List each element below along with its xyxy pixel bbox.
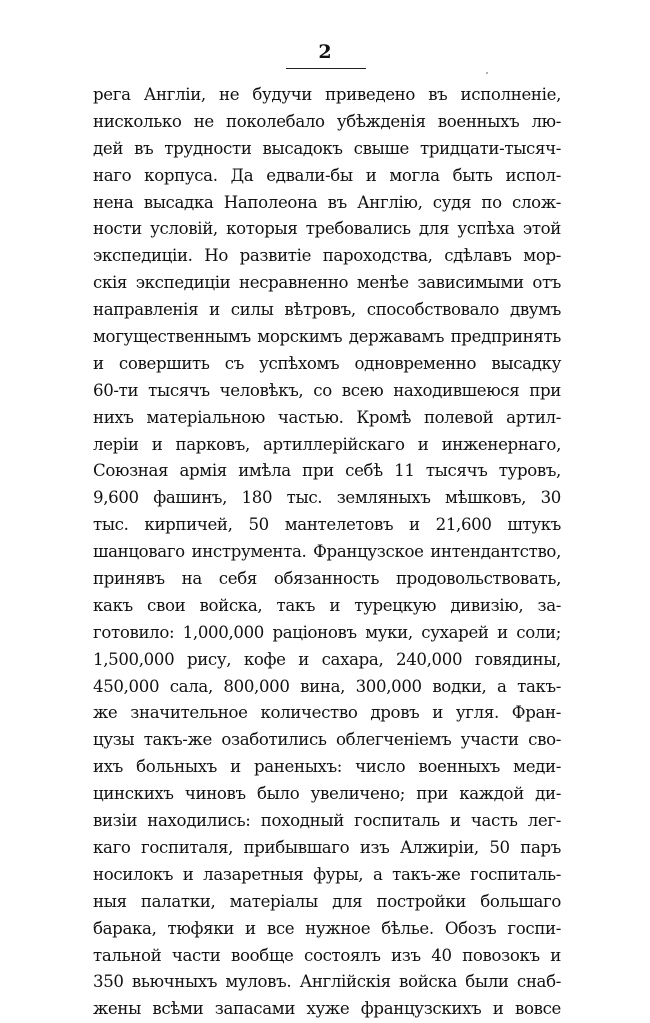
text-line: принявъ на себя обязанность продовольствовать,	[93, 569, 561, 589]
text-line: нисколько не поколебало убѣжденія военныхъ лю-	[93, 111, 561, 131]
text-line: жены всѣми запасами хуже французскихъ и вовсе	[93, 999, 561, 1019]
text-line: Союзная армія имѣла при себѣ 11 тысячъ туровъ,	[93, 461, 561, 481]
text-line: барака, тюфяки и все нужное бѣлье. Обозъ госпи-	[93, 918, 561, 938]
text-line: каго госпиталя, прибывшаго изъ Алжиріи, 50 паръ	[93, 837, 561, 857]
text-line: 9,600 фашинъ, 180 тыс. земляныхъ мѣшковъ, 30	[93, 488, 561, 508]
text-line: 450,000 сала, 800,000 вина, 300,000 водки, а такъ-	[93, 676, 561, 696]
header-rule	[286, 68, 366, 69]
text-line: дей въ трудности высадокъ свыше тридцати-тысяч-	[93, 138, 561, 158]
text-line: нихъ матеріальною частью. Кромѣ полевой артил-	[93, 407, 561, 427]
text-line: 1,500,000 рису, кофе и сахара, 240,000 говядины,	[93, 649, 561, 669]
text-line: какъ свои войска, такъ и турецкую дивизію, за-	[93, 595, 561, 615]
text-line: могущественнымъ морскимъ державамъ предпринять	[93, 327, 561, 347]
text-line: 60-ти тысячъ человѣкъ, со всею находившеюся при	[93, 380, 561, 400]
page-number: 2	[318, 41, 332, 63]
text-line: наго корпуса. Да едвали-бы и могла быть испол-	[93, 165, 561, 185]
text-line: визіи находились: походный госпиталь и часть лег-	[93, 811, 561, 831]
text-line: шанцоваго инструмента. Французское интендантство,	[93, 542, 561, 562]
text-line: носилокъ и лазаретныя фуры, а такъ-же госпиталь-	[93, 864, 561, 884]
text-line: 350 вьючныхъ муловъ. Англійскія войска были снаб-	[93, 972, 561, 992]
body-text	[93, 82, 561, 1023]
text-line: тыс. кирпичей, 50 мантелетовъ и 21,600 штукъ	[93, 515, 561, 535]
text-line: цузы такъ-же озаботились облегченіемъ участи сво-	[93, 730, 561, 750]
text-line: скія экспедиціи несравненно менѣе зависимыми отъ	[93, 273, 561, 293]
text-line: цинскихъ чиновъ было увеличено; при каждой ди-	[93, 784, 561, 804]
text-line: нена высадка Наполеона въ Англію, судя по слож-	[93, 192, 561, 212]
text-line: экспедиціи. Но развитіе пароходства, сдѣлавъ мор-	[93, 246, 561, 266]
text-line: и совершить съ успѣхомъ одновременно высадку	[93, 353, 561, 373]
text-line: направленія и силы вѣтровъ, способствовало двумъ	[93, 300, 561, 320]
text-line: готовило: 1,000,000 раціоновъ муки, сухарей и соли;	[93, 622, 561, 642]
text-line: же значительное количество дровъ и угля. Фран-	[93, 703, 561, 723]
text-line: ности условій, которыя требовались для успѣха этой	[93, 219, 561, 239]
text-line: ныя палатки, матеріалы для постройки большаго	[93, 891, 561, 911]
text-line: рега Англіи, не будучи приведено въ исполненіе,	[93, 85, 561, 104]
print-speck	[486, 72, 488, 74]
text-line: тальной части вообще состоялъ изъ 40 повозокъ и	[93, 945, 561, 965]
text-line: леріи и парковъ, артиллерійскаго и инженернаго,	[93, 434, 561, 454]
text-line: ихъ больныхъ и раненыхъ: число военныхъ меди-	[93, 757, 561, 777]
